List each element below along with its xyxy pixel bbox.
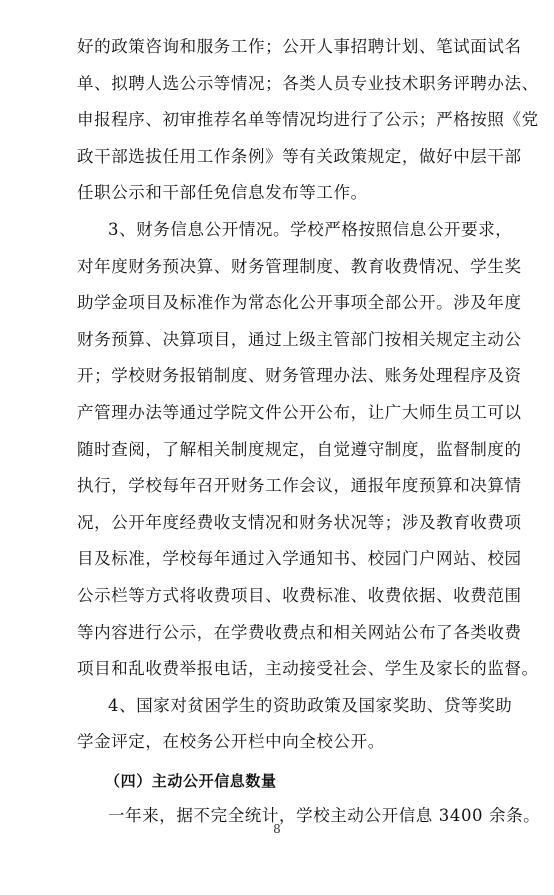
paragraph-line: 任职公示和干部任免信息发布等工作。	[77, 183, 368, 203]
paragraph-line: 开；学校财务报销制度、财务管理办法、账务处理程序及资	[77, 366, 522, 386]
paragraph-line: 产管理办法等通过学院文件公开公布，让广大师生员工可以	[77, 403, 522, 422]
section-heading: （四）主动公开信息数量	[105, 772, 277, 790]
paragraph-line: 况，公开年度经费收支情况和财务状况等；涉及教育收费项	[77, 512, 522, 532]
paragraph-line: 财务预算、决算项目，通过上级主管部门按相关规定主动公	[77, 329, 522, 349]
paragraph-line: 单、拟聘人选公示等情况；各类人员专业技术职务评聘办法、	[77, 73, 539, 93]
paragraph-line: 执行，学校每年召开财务工作会议，通报年度预算和决算情	[77, 476, 522, 496]
paragraph-line: 对年度财务预决算、财务管理制度、教育收费情况、学生奖	[77, 256, 522, 276]
paragraph-line: 助学金项目及标准作为常态化公开事项全部公开。涉及年度	[77, 293, 522, 313]
paragraph-line: 等内容进行公示，在学费收费点和相关网站公布了各类收费	[77, 622, 522, 642]
paragraph-line: 随时查阅，了解相关制度规定，自觉遵守制度，监督制度的	[77, 439, 522, 459]
paragraph-line: 4、国家对贫困学生的资助政策及国家奖助、贷等奖助	[108, 695, 513, 715]
paragraph-line: 项目和乱收费举报电话，主动接受社会、学生及家长的监督。	[77, 659, 539, 679]
paragraph-line: 申报程序、初审推荐名单等情况均进行了公示；严格按照《党	[77, 110, 539, 130]
paragraph-line: 目及标准，学校每年通过入学通知书、校园门户网站、校园	[77, 549, 522, 569]
paragraph-line: 政干部选拔任用工作条例》等有关政策规定，做好中层干部	[77, 146, 522, 166]
paragraph-line: 好的政策咨询和服务工作；公开人事招聘计划、笔试面试名	[77, 37, 522, 56]
page-number: 8	[273, 822, 281, 836]
paragraph-line: 公示栏等方式将收费项目、收费标准、收费依据、收费范围	[77, 586, 522, 605]
paragraph-line: 学金评定，在校务公开栏中向全校公开。	[77, 732, 385, 752]
paragraph-line: 3、财务信息公开情况。学校严格按照信息公开要求，	[108, 220, 513, 239]
closing-paragraph: 一年来，据不完全统计，学校主动公开信息 3400 余条。	[108, 805, 541, 825]
